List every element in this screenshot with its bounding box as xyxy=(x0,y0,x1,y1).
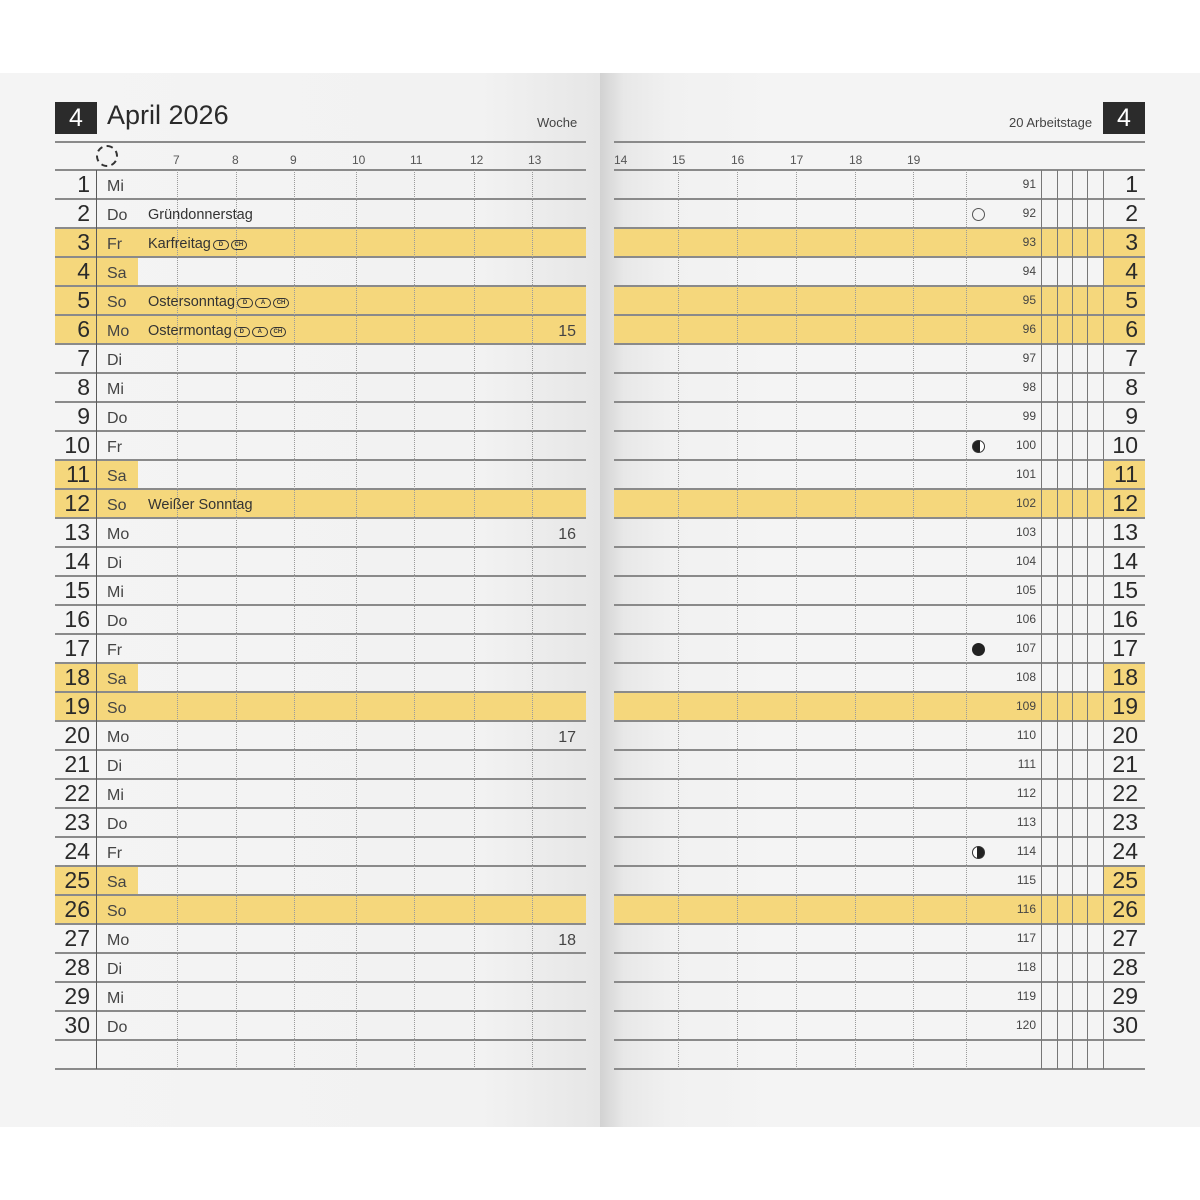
day-number-right: 8 xyxy=(1125,374,1138,400)
day-of-year: 102 xyxy=(1015,496,1036,510)
weekday: Do xyxy=(107,613,128,630)
day-number-right: 10 xyxy=(1112,432,1138,458)
day-of-year: 104 xyxy=(1015,554,1036,568)
weekday: Fr xyxy=(107,439,123,456)
row-rule xyxy=(55,691,586,693)
day-number-right: 26 xyxy=(1112,896,1138,922)
page-title: April 2026 xyxy=(107,100,229,130)
day-number-right: 17 xyxy=(1112,635,1138,661)
weekday: So xyxy=(107,497,127,514)
hour-label: 10 xyxy=(352,153,366,167)
day-number: 1 xyxy=(77,171,90,197)
weekday: Mi xyxy=(107,787,124,804)
day-number-right: 4 xyxy=(1125,258,1138,284)
weekday: So xyxy=(107,903,127,920)
weekday: Do xyxy=(107,1019,128,1036)
row-rule-right xyxy=(614,720,1145,722)
moon-phase-icon xyxy=(972,208,985,221)
weekday: Mi xyxy=(107,381,124,398)
day-of-year: 116 xyxy=(1016,902,1036,916)
hour-label: 17 xyxy=(790,153,804,167)
day-number: 5 xyxy=(77,287,90,313)
weekend-band xyxy=(55,896,586,924)
day-number-right: 19 xyxy=(1112,693,1138,719)
row-rule xyxy=(55,749,586,751)
day-number-right: 13 xyxy=(1112,519,1138,545)
row-rule-right xyxy=(614,285,1145,287)
day-number-right: 15 xyxy=(1112,577,1138,603)
month-number-badge-right: 4 xyxy=(1103,102,1145,134)
row-rule-right xyxy=(614,1039,1145,1041)
row-rule-right xyxy=(614,227,1145,229)
day-number: 15 xyxy=(64,577,90,603)
hour-label: 13 xyxy=(528,153,542,167)
row-rule xyxy=(55,662,586,664)
weekend-band xyxy=(55,693,586,721)
row-rule xyxy=(55,894,586,896)
row-rule xyxy=(55,459,586,461)
day-number: 25 xyxy=(64,867,90,893)
region-badge: D xyxy=(213,240,229,250)
region-badge: D xyxy=(237,298,253,308)
hour-label: 19 xyxy=(907,153,921,167)
weekday: Mi xyxy=(107,178,124,195)
row-rule-right xyxy=(614,314,1145,316)
day-number-right: 20 xyxy=(1112,722,1138,748)
day-number: 10 xyxy=(64,432,90,458)
hour-gridline xyxy=(796,170,797,1069)
row-rule xyxy=(55,488,586,490)
weekend-band xyxy=(55,287,586,315)
day-of-year: 95 xyxy=(1022,293,1036,307)
row-rule-right xyxy=(614,923,1145,925)
day-of-year: 117 xyxy=(1016,931,1036,945)
row-rule xyxy=(55,314,586,316)
hour-label: 12 xyxy=(470,153,484,167)
weekday: Di xyxy=(107,961,123,978)
hour-label: 7 xyxy=(173,153,180,167)
day-number-right: 27 xyxy=(1112,925,1138,951)
row-rule-right xyxy=(614,401,1145,403)
row-rule xyxy=(55,198,586,200)
day-of-year: 99 xyxy=(1022,409,1036,423)
hour-label: 16 xyxy=(731,153,745,167)
region-badge: A xyxy=(252,327,268,337)
day-number-right: 2 xyxy=(1125,200,1138,226)
day-number: 17 xyxy=(64,635,90,661)
row-rule xyxy=(55,952,586,954)
day-of-year: 120 xyxy=(1015,1018,1036,1032)
weekday: Fr xyxy=(107,642,123,659)
row-rule xyxy=(55,372,586,374)
workdays-label: 20 Arbeitstage xyxy=(1009,115,1093,130)
day-number: 14 xyxy=(64,548,90,574)
day-of-year: 112 xyxy=(1016,786,1036,800)
day-of-year: 94 xyxy=(1022,264,1036,278)
hour-gridline xyxy=(855,170,856,1069)
day-number: 13 xyxy=(64,519,90,545)
day-number: 28 xyxy=(64,954,90,980)
weekday: Sa xyxy=(107,874,127,891)
day-of-year: 105 xyxy=(1015,583,1036,597)
row-rule-right xyxy=(614,430,1145,432)
day-number: 20 xyxy=(64,722,90,748)
row-rule xyxy=(55,256,586,258)
row-rule xyxy=(55,169,586,171)
weekday: So xyxy=(107,294,127,311)
row-rule-right xyxy=(614,256,1145,258)
row-rule xyxy=(55,517,586,519)
day-number: 18 xyxy=(64,664,90,690)
hour-label: 11 xyxy=(410,153,423,167)
day-number-right: 25 xyxy=(1112,867,1138,893)
row-rule-right xyxy=(614,981,1145,983)
day-of-year: 118 xyxy=(1016,960,1036,974)
region-badge: CH xyxy=(270,327,286,337)
hour-label: 14 xyxy=(614,153,628,167)
row-rule xyxy=(55,285,586,287)
week-column-label: Woche xyxy=(537,115,578,130)
day-number: 8 xyxy=(77,374,90,400)
week-number: 18 xyxy=(558,932,576,949)
weekday: Do xyxy=(107,410,128,427)
weekday: Mo xyxy=(107,729,130,746)
day-number-right: 30 xyxy=(1112,1012,1138,1038)
holiday-label: Ostersonntag D A CH xyxy=(148,288,289,317)
holiday-label: Ostermontag D A CH xyxy=(148,317,286,346)
weekday: Sa xyxy=(107,671,127,688)
hour-gridline xyxy=(414,170,415,1069)
row-rule-right xyxy=(614,372,1145,374)
row-rule-right xyxy=(614,169,1145,171)
weekday: Fr xyxy=(107,236,123,253)
weekday: Mi xyxy=(107,584,124,601)
day-of-year: 109 xyxy=(1015,699,1036,713)
sun-icon xyxy=(96,145,118,167)
weekday: Mo xyxy=(107,323,130,340)
hour-gridline xyxy=(474,170,475,1069)
row-rule-right xyxy=(614,1010,1145,1012)
holiday-label: Gründonnerstag xyxy=(148,207,253,223)
day-divider xyxy=(96,170,97,1069)
row-rule-right xyxy=(614,488,1145,490)
day-number-right: 21 xyxy=(1112,751,1138,777)
day-number: 22 xyxy=(64,780,90,806)
hour-gridline xyxy=(294,170,295,1069)
day-of-year: 107 xyxy=(1015,641,1036,655)
day-number-right: 9 xyxy=(1125,403,1138,429)
day-number-right: 5 xyxy=(1125,287,1138,313)
moon-phase-icon xyxy=(972,643,985,656)
region-badge: CH xyxy=(273,298,289,308)
row-rule-right xyxy=(614,865,1145,867)
day-number-right: 14 xyxy=(1112,548,1138,574)
weekday: So xyxy=(107,700,127,717)
weekday: Mo xyxy=(107,932,130,949)
week-number: 16 xyxy=(558,526,576,543)
day-of-year: 119 xyxy=(1016,989,1036,1003)
weekend-band-right xyxy=(614,287,1145,315)
weekend-band xyxy=(55,490,586,518)
row-rule-right xyxy=(614,198,1145,200)
tick-column xyxy=(1057,170,1058,1069)
weekend-band-right xyxy=(614,229,1145,257)
day-number-right: 28 xyxy=(1112,954,1138,980)
day-of-year: 100 xyxy=(1015,438,1036,452)
region-badge: D xyxy=(234,327,250,337)
row-rule xyxy=(55,430,586,432)
day-number-right: 16 xyxy=(1112,606,1138,632)
weekday: Sa xyxy=(107,468,127,485)
day-of-year: 103 xyxy=(1015,525,1036,539)
day-number-right: 18 xyxy=(1112,664,1138,690)
day-number-right: 6 xyxy=(1125,316,1138,342)
day-of-year: 106 xyxy=(1015,612,1036,626)
weekday: Mo xyxy=(107,526,130,543)
weekday: Di xyxy=(107,758,123,775)
day-of-year: 93 xyxy=(1022,235,1036,249)
row-rule xyxy=(55,865,586,867)
day-of-year: 96 xyxy=(1022,322,1036,336)
weekend-band-right xyxy=(614,316,1145,344)
row-rule-right xyxy=(614,778,1145,780)
day-of-year: 111 xyxy=(1017,757,1036,771)
day-number: 21 xyxy=(64,751,90,777)
day-number: 12 xyxy=(64,490,90,516)
row-rule xyxy=(55,343,586,345)
day-of-year: 113 xyxy=(1016,815,1036,829)
holiday-label: Karfreitag D CH xyxy=(148,230,247,259)
hour-label: 9 xyxy=(290,153,297,167)
day-number: 9 xyxy=(77,403,90,429)
day-number: 19 xyxy=(64,693,90,719)
day-number-right: 12 xyxy=(1112,490,1138,516)
day-number: 16 xyxy=(64,606,90,632)
day-of-year: 92 xyxy=(1022,206,1036,220)
row-rule xyxy=(55,575,586,577)
day-number-right: 7 xyxy=(1125,345,1138,371)
hour-label: 8 xyxy=(232,153,239,167)
day-number: 24 xyxy=(64,838,90,864)
tick-column xyxy=(1072,170,1073,1069)
day-number: 2 xyxy=(77,200,90,226)
moon-phase-icon xyxy=(972,846,985,859)
month-number-badge: 4 xyxy=(55,102,97,134)
row-rule xyxy=(55,546,586,548)
row-rule xyxy=(55,807,586,809)
day-of-year: 101 xyxy=(1015,467,1036,481)
row-rule-right xyxy=(614,517,1145,519)
weekday: Mi xyxy=(107,990,124,1007)
day-number-right: 29 xyxy=(1112,983,1138,1009)
tick-column xyxy=(1087,170,1088,1069)
day-of-year: 110 xyxy=(1016,728,1036,742)
day-of-year: 108 xyxy=(1015,670,1036,684)
weekday: Do xyxy=(107,207,128,224)
hour-gridline xyxy=(356,170,357,1069)
day-number: 6 xyxy=(77,316,90,342)
day-number-right: 11 xyxy=(1114,461,1138,487)
day-of-year: 98 xyxy=(1022,380,1036,394)
day-number-right: 3 xyxy=(1125,229,1138,255)
row-rule xyxy=(55,923,586,925)
day-number: 11 xyxy=(66,461,90,487)
row-rule xyxy=(55,1068,586,1070)
weekday: Sa xyxy=(107,265,127,282)
weekday: Fr xyxy=(107,845,123,862)
weekend-band-right xyxy=(614,896,1145,924)
hour-gridline xyxy=(678,170,679,1069)
row-rule xyxy=(55,1010,586,1012)
moon-phase-icon xyxy=(972,440,985,453)
weekday: Di xyxy=(107,555,123,572)
hour-gridline xyxy=(966,170,967,1069)
day-number-right: 1 xyxy=(1125,171,1138,197)
weekend-band-right xyxy=(614,490,1145,518)
row-rule xyxy=(55,633,586,635)
row-rule-right xyxy=(614,633,1145,635)
row-rule-right xyxy=(614,691,1145,693)
weekend-band xyxy=(55,316,586,344)
day-number-right: 23 xyxy=(1112,809,1138,835)
hour-gridline xyxy=(532,170,533,1069)
header-rule-right xyxy=(614,141,1145,143)
holiday-label: Weißer Sonntag xyxy=(148,497,253,513)
weekend-band-right xyxy=(614,693,1145,721)
day-number: 26 xyxy=(64,896,90,922)
region-badge: A xyxy=(255,298,271,308)
row-rule-right xyxy=(614,343,1145,345)
row-rule xyxy=(55,401,586,403)
day-number: 27 xyxy=(64,925,90,951)
header-rule xyxy=(55,141,586,143)
row-rule-right xyxy=(614,575,1145,577)
row-rule-right xyxy=(614,894,1145,896)
row-rule-right xyxy=(614,952,1145,954)
row-rule-right xyxy=(614,836,1145,838)
row-rule xyxy=(55,836,586,838)
day-number: 23 xyxy=(64,809,90,835)
hour-label: 15 xyxy=(672,153,686,167)
row-rule xyxy=(55,981,586,983)
hour-label: 18 xyxy=(849,153,863,167)
row-rule xyxy=(55,604,586,606)
row-rule-right xyxy=(614,749,1145,751)
weekday: Do xyxy=(107,816,128,833)
day-number: 29 xyxy=(64,983,90,1009)
row-rule-right xyxy=(614,662,1145,664)
day-number: 7 xyxy=(77,345,90,371)
row-rule xyxy=(55,778,586,780)
day-number: 3 xyxy=(77,229,90,255)
day-number: 4 xyxy=(77,258,90,284)
week-number: 17 xyxy=(558,729,576,746)
day-number-right: 24 xyxy=(1112,838,1138,864)
row-rule xyxy=(55,1039,586,1041)
hour-gridline xyxy=(913,170,914,1069)
tick-column xyxy=(1041,170,1042,1069)
row-rule xyxy=(55,720,586,722)
row-rule-right xyxy=(614,459,1145,461)
row-rule-right xyxy=(614,807,1145,809)
day-of-year: 115 xyxy=(1016,873,1036,887)
row-rule-right xyxy=(614,546,1145,548)
week-number: 15 xyxy=(558,323,576,340)
day-number-right: 22 xyxy=(1112,780,1138,806)
weekday: Di xyxy=(107,352,123,369)
hour-gridline xyxy=(737,170,738,1069)
region-badge: CH xyxy=(231,240,247,250)
day-of-year: 114 xyxy=(1016,844,1036,858)
row-rule xyxy=(55,227,586,229)
day-of-year: 97 xyxy=(1022,351,1036,365)
weekend-band xyxy=(55,229,586,257)
day-of-year: 91 xyxy=(1022,177,1036,191)
day-number: 30 xyxy=(64,1012,90,1038)
row-rule-right xyxy=(614,604,1145,606)
row-rule-right xyxy=(614,1068,1145,1070)
